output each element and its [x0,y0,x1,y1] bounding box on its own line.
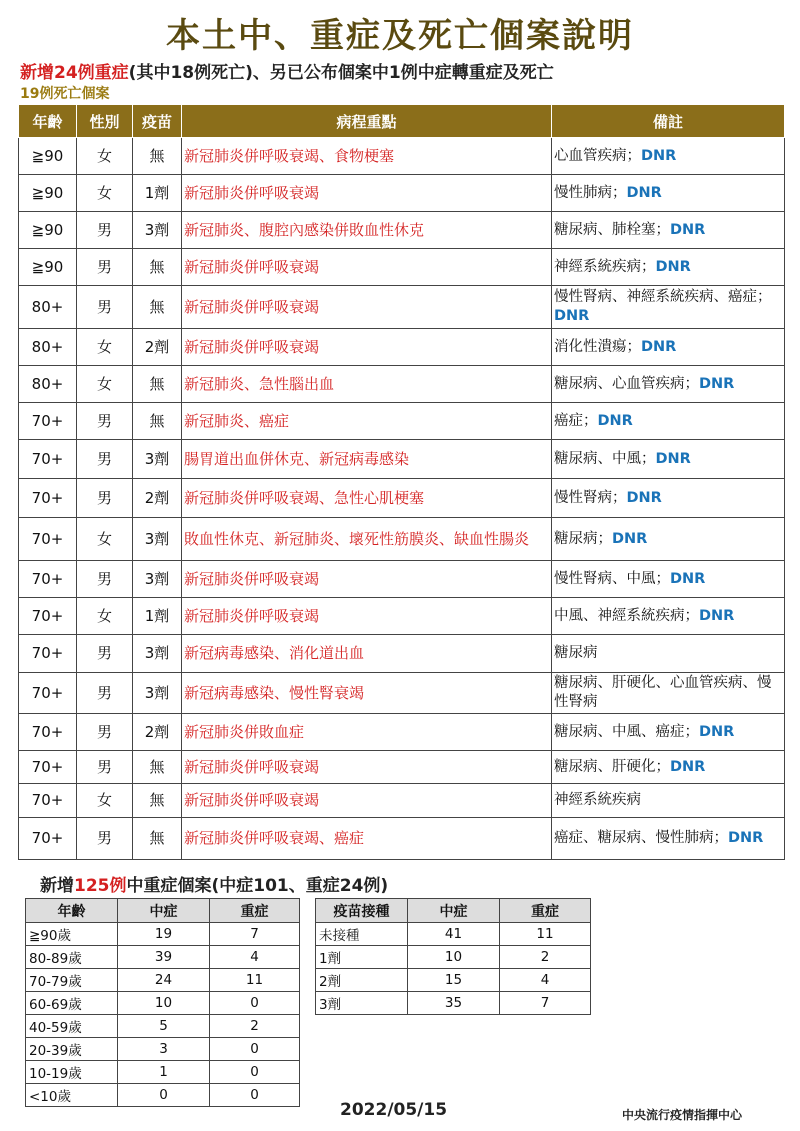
vaccine-table-cell: 15 [408,969,500,992]
vaccine-table-cell: 1劑 [316,946,408,969]
age-cell: 70+ [19,784,77,818]
table-row [26,969,300,992]
note-cell [552,635,785,673]
age-table-cell: 20-39歲 [26,1038,118,1061]
course-cell: 新冠肺炎併呼吸衰竭 [182,751,552,784]
table-row [26,1038,300,1061]
course-cell: 新冠肺炎併呼吸衰竭、食物梗塞 [182,138,552,175]
comorbidity-text: 神經系統疾病； [554,258,656,275]
age-cell: 70+ [19,673,77,714]
vaccine-table-cell: 2 [500,946,591,969]
course-cell: 新冠肺炎併呼吸衰竭 [182,249,552,286]
table-row [19,403,785,440]
age-table-cell: 2 [210,1015,300,1038]
age-table-cell: 0 [118,1084,210,1107]
sex-cell: 女 [77,598,133,635]
age-table-cell: ≧90歲 [26,923,118,946]
course-cell: 新冠肺炎併呼吸衰竭 [182,598,552,635]
vaccine-table-cell: 3劑 [316,992,408,1015]
sex-cell: 男 [77,212,133,249]
vaccine-cell: 2劑 [133,329,182,366]
comorbidity-text: 慢性腎病、中風； [554,570,670,587]
table-row [19,249,785,286]
age-table-cell: 3 [118,1038,210,1061]
table-row [316,969,591,992]
table-row [19,212,785,249]
course-cell: 敗血性休克、新冠肺炎、壞死性筋膜炎、缺血性腸炎 [182,518,552,561]
sex-cell: 女 [77,138,133,175]
note-cell [552,561,785,598]
section2-pre: 新增 [40,876,74,896]
comorbidity-text: 慢性腎病； [554,489,627,506]
age-cell: ≧90 [19,138,77,175]
vaccine-cell: 2劑 [133,714,182,751]
age-cell: ≧90 [19,249,77,286]
note-cell [552,784,785,818]
age-table-cell: 40-59歲 [26,1015,118,1038]
vaccine-cell: 無 [133,818,182,860]
vaccine-table-cell: 35 [408,992,500,1015]
table-row [19,175,785,212]
table-row [26,923,300,946]
comorbidity-text: 中風、神經系統疾病； [554,607,699,624]
dnr-badge: DNR [670,221,706,238]
comorbidity-text: 糖尿病、中風； [554,450,656,467]
sex-cell: 男 [77,751,133,784]
vaccine-cell: 無 [133,751,182,784]
vaccine-cell: 無 [133,784,182,818]
course-cell: 新冠病毒感染、消化道出血 [182,635,552,673]
death-table-header [19,105,785,138]
age-cell: 70+ [19,598,77,635]
comorbidity-text: 糖尿病、肝硬化、心血管疾病、慢性腎病 [554,675,772,710]
comorbidity-text: 慢性肺病； [554,184,627,201]
vac-header-vaccine: 疫苗接種 [316,899,408,923]
comorbidity-text: 糖尿病 [554,645,598,661]
table-row [19,635,785,673]
vaccine-table-cell: 41 [408,923,500,946]
comorbidity-text: 糖尿病、肝硬化； [554,758,670,775]
age-table-cell: 0 [210,992,300,1015]
note-cell [552,673,785,714]
sex-cell: 男 [77,479,133,518]
header-age: 年齡 [19,105,77,138]
vaccine-cell: 3劑 [133,440,182,479]
age-cell: 70+ [19,479,77,518]
comorbidity-text: 糖尿病、中風、癌症； [554,723,699,740]
age-cell: 70+ [19,635,77,673]
note-cell [552,714,785,751]
dnr-badge: DNR [626,184,662,201]
vac-header-moderate: 中症 [408,899,500,923]
course-cell: 新冠肺炎併呼吸衰竭 [182,286,552,329]
table-row [316,946,591,969]
table-row [19,598,785,635]
section2-post: 中重症個案(中症101、重症24例) [126,876,389,896]
note-cell [552,138,785,175]
note-cell [552,598,785,635]
header-note: 備註 [552,105,785,138]
table-row [19,561,785,598]
age-table-cell: 39 [118,946,210,969]
sex-cell: 男 [77,249,133,286]
comorbidity-text: 慢性腎病、神經系統疾病、癌症； [554,289,772,305]
subtitle-rest: (其中18例死亡)、另已公布個案中1例中症轉重症及死亡 [128,63,554,83]
vaccine-table-cell: 未接種 [316,923,408,946]
age-table-cell: 10 [118,992,210,1015]
course-cell: 新冠肺炎併呼吸衰竭 [182,561,552,598]
sex-cell: 男 [77,440,133,479]
table-row [19,138,785,175]
vaccine-table-cell: 10 [408,946,500,969]
dnr-badge: DNR [670,758,706,775]
dnr-badge: DNR [655,258,691,275]
vaccine-cell: 無 [133,138,182,175]
table-row [26,992,300,1015]
age-table-cell: 10-19歲 [26,1061,118,1084]
age-table-cell: <10歲 [26,1084,118,1107]
course-cell: 腸胃道出血併休克、新冠病毒感染 [182,440,552,479]
vaccine-cell: 無 [133,403,182,440]
age-cell: 70+ [19,751,77,784]
sex-cell: 女 [77,329,133,366]
dnr-badge: DNR [670,570,706,587]
vac-header-severe: 重症 [500,899,591,923]
organization-name: 中央流行疫情指揮中心 [622,1108,743,1122]
age-table-cell: 7 [210,923,300,946]
sex-cell: 男 [77,403,133,440]
vaccine-table-cell: 4 [500,969,591,992]
dnr-badge: DNR [626,489,662,506]
age-table-cell: 80-89歲 [26,946,118,969]
header-sex: 性別 [77,105,133,138]
comorbidity-text: 癌症； [554,412,598,429]
subtitle [20,58,554,83]
table-row [26,1084,300,1107]
age-cell: 70+ [19,714,77,751]
vaccine-cell: 1劑 [133,175,182,212]
header-course: 病程重點 [182,105,552,138]
age-cell: 70+ [19,403,77,440]
vaccine-cell: 3劑 [133,518,182,561]
vaccine-table-cell: 11 [500,923,591,946]
note-cell [552,175,785,212]
age-table-cell: 24 [118,969,210,992]
table-row [26,1015,300,1038]
age-header-moderate: 中症 [118,899,210,923]
table-row [19,818,785,860]
age-cell: 80+ [19,366,77,403]
page-title: 本土中、重症及死亡個案說明 [166,16,634,56]
sex-cell: 女 [77,366,133,403]
table-row [316,992,591,1015]
sex-cell: 男 [77,561,133,598]
course-cell: 新冠肺炎、腹腔內感染併敗血性休克 [182,212,552,249]
table-row [19,784,785,818]
vaccine-cell: 3劑 [133,635,182,673]
comorbidity-text: 糖尿病； [554,530,612,547]
course-cell: 新冠肺炎併呼吸衰竭、急性心肌梗塞 [182,479,552,518]
dnr-badge: DNR [641,147,677,164]
table-row [19,329,785,366]
section2-count: 125例 [74,876,127,896]
table-row [19,366,785,403]
vaccine-breakdown-table [315,898,591,1015]
age-breakdown-table [25,898,300,1107]
vaccine-cell: 無 [133,286,182,329]
subtitle-highlight: 新增24例重症 [20,63,129,83]
age-table-cell: 5 [118,1015,210,1038]
age-table-cell: 70-79歲 [26,969,118,992]
comorbidity-text: 神經系統疾病 [554,792,641,808]
age-cell: 70+ [19,561,77,598]
table-row [19,286,785,329]
sex-cell: 男 [77,673,133,714]
course-cell: 新冠病毒感染、慢性腎衰竭 [182,673,552,714]
dnr-badge: DNR [597,412,633,429]
age-cell: 80+ [19,286,77,329]
dnr-badge: DNR [554,308,590,324]
vaccine-cell: 3劑 [133,212,182,249]
dnr-badge: DNR [699,723,735,740]
death-count-label: 19例死亡個案 [20,86,110,102]
age-table-cell: 19 [118,923,210,946]
dnr-badge: DNR [641,338,677,355]
age-cell: ≧90 [19,212,77,249]
note-cell [552,440,785,479]
sex-cell: 男 [77,286,133,329]
table-row [26,1061,300,1084]
note-cell [552,286,785,329]
vaccine-table-cell: 7 [500,992,591,1015]
age-table-cell: 0 [210,1038,300,1061]
note-cell [552,366,785,403]
sex-cell: 男 [77,818,133,860]
age-table-cell: 60-69歲 [26,992,118,1015]
course-cell: 新冠肺炎、癌症 [182,403,552,440]
comorbidity-text: 心血管疾病； [554,147,641,164]
table-row [316,923,591,946]
age-header-severe: 重症 [210,899,300,923]
dnr-badge: DNR [655,450,691,467]
header-vaccine: 疫苗 [133,105,182,138]
vaccine-cell: 無 [133,249,182,286]
age-header-age: 年齡 [26,899,118,923]
age-cell: 70+ [19,518,77,561]
age-table-cell: 0 [210,1061,300,1084]
age-cell: 80+ [19,329,77,366]
age-table-cell: 0 [210,1084,300,1107]
table-row [19,751,785,784]
section2-title [40,871,388,896]
comorbidity-text: 消化性潰瘍； [554,338,641,355]
note-cell [552,249,785,286]
table-row [26,946,300,969]
age-table-cell: 4 [210,946,300,969]
note-cell [552,518,785,561]
vaccine-cell: 1劑 [133,598,182,635]
table-row [19,714,785,751]
table-row [19,673,785,714]
note-cell [552,403,785,440]
age-cell: ≧90 [19,175,77,212]
sex-cell: 女 [77,784,133,818]
note-cell [552,212,785,249]
vaccine-cell: 3劑 [133,673,182,714]
table-row [19,518,785,561]
age-table-cell: 11 [210,969,300,992]
note-cell [552,818,785,860]
dnr-badge: DNR [699,607,735,624]
report-date: 2022/05/15 [340,1100,448,1120]
sex-cell: 女 [77,518,133,561]
dnr-badge: DNR [699,375,735,392]
sex-cell: 女 [77,175,133,212]
course-cell: 新冠肺炎併敗血症 [182,714,552,751]
comorbidity-text: 糖尿病、心血管疾病； [554,375,699,392]
note-cell [552,479,785,518]
course-cell: 新冠肺炎併呼吸衰竭 [182,784,552,818]
age-cell: 70+ [19,818,77,860]
death-cases-table [18,104,785,860]
age-table-cell: 1 [118,1061,210,1084]
age-cell: 70+ [19,440,77,479]
comorbidity-text: 糖尿病、肺栓塞； [554,221,670,238]
vaccine-cell: 無 [133,366,182,403]
course-cell: 新冠肺炎、急性腦出血 [182,366,552,403]
sex-cell: 男 [77,714,133,751]
table-row [19,479,785,518]
course-cell: 新冠肺炎併呼吸衰竭 [182,329,552,366]
sex-cell: 男 [77,635,133,673]
dnr-badge: DNR [612,530,648,547]
vaccine-cell: 2劑 [133,479,182,518]
vaccine-table-cell: 2劑 [316,969,408,992]
course-cell: 新冠肺炎併呼吸衰竭、癌症 [182,818,552,860]
table-row [19,440,785,479]
vaccine-cell: 3劑 [133,561,182,598]
note-cell [552,751,785,784]
dnr-badge: DNR [728,830,764,846]
course-cell: 新冠肺炎併呼吸衰竭 [182,175,552,212]
note-cell [552,329,785,366]
comorbidity-text: 癌症、糖尿病、慢性肺病； [554,830,728,846]
